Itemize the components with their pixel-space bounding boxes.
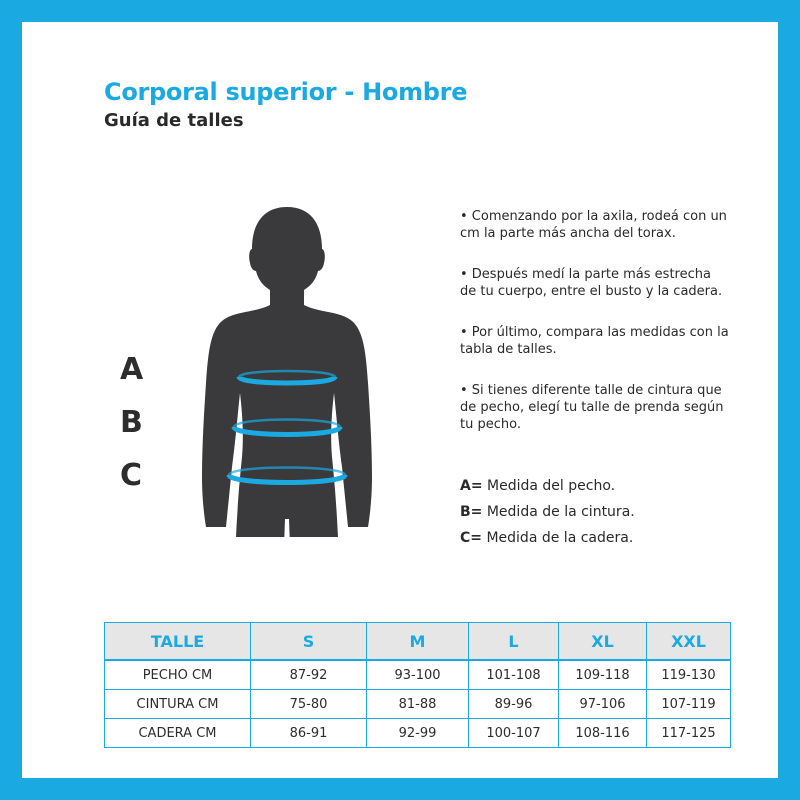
measure-legend [460, 476, 740, 554]
instruction-2: • Después medí la parte más estrecha de tu cuerpo, entre el busto y la cadera. [460, 267, 723, 299]
legend-text-a: Medida del pecho. [482, 478, 616, 494]
table-cell: 93-100 [367, 660, 469, 690]
legend-item-a [460, 476, 740, 502]
header-m: M [367, 623, 469, 661]
header-xxl: XXL [647, 623, 731, 661]
body-silhouette [182, 197, 392, 547]
instructions-list [460, 208, 730, 433]
size-table-header [105, 623, 731, 661]
letter-b: B [120, 405, 143, 440]
table-cell: 81-88 [367, 690, 469, 719]
table-cell: 100-107 [469, 719, 559, 748]
legend-item-b [460, 502, 740, 528]
letter-a: A [120, 352, 144, 387]
legend-text-c: Medida de la cadera. [482, 530, 634, 546]
legend-item-c [460, 528, 740, 554]
instruction-1: • Comenzando por la axila, rodeá con un cm la parte más ancha del torax. [460, 209, 727, 241]
header-s: S [251, 623, 367, 661]
table-row [105, 690, 731, 719]
header-talle: TALLE [105, 623, 251, 661]
row-label: CINTURA CM [105, 690, 251, 719]
legend-key-a: A= [460, 478, 483, 494]
table-row [105, 660, 731, 690]
row-label: PECHO CM [105, 660, 251, 690]
instruction-4: • Si tienes diferente talle de cintura que de pecho, elegí tu talle de prenda según tu pecho. [460, 383, 724, 432]
table-cell: 107-119 [647, 690, 731, 719]
table-cell: 86-91 [251, 719, 367, 748]
table-cell: 92-99 [367, 719, 469, 748]
table-cell: 89-96 [469, 690, 559, 719]
table-cell: 119-130 [647, 660, 731, 690]
silhouette-body [202, 289, 372, 537]
table-cell: 109-118 [559, 660, 647, 690]
table-cell: 75-80 [251, 690, 367, 719]
legend-key-c: C= [460, 530, 483, 546]
table-cell: 117-125 [647, 719, 731, 748]
page-title: Corporal superior - Hombre [104, 78, 468, 106]
page-subtitle: Guía de talles [104, 110, 244, 131]
header-xl: XL [559, 623, 647, 661]
size-table [104, 622, 731, 748]
legend-text-b: Medida de la cintura. [482, 504, 635, 520]
row-label: CADERA CM [105, 719, 251, 748]
table-row [105, 719, 731, 748]
table-cell: 97-106 [559, 690, 647, 719]
silhouette-head [249, 207, 325, 295]
instruction-3: • Por último, compara las medidas con la tabla de talles. [460, 325, 729, 357]
table-cell: 101-108 [469, 660, 559, 690]
table-cell: 108-116 [559, 719, 647, 748]
header-l: L [469, 623, 559, 661]
legend-key-b: B= [460, 504, 483, 520]
table-cell: 87-92 [251, 660, 367, 690]
letter-c: C [120, 458, 143, 493]
measure-letters [120, 350, 160, 509]
